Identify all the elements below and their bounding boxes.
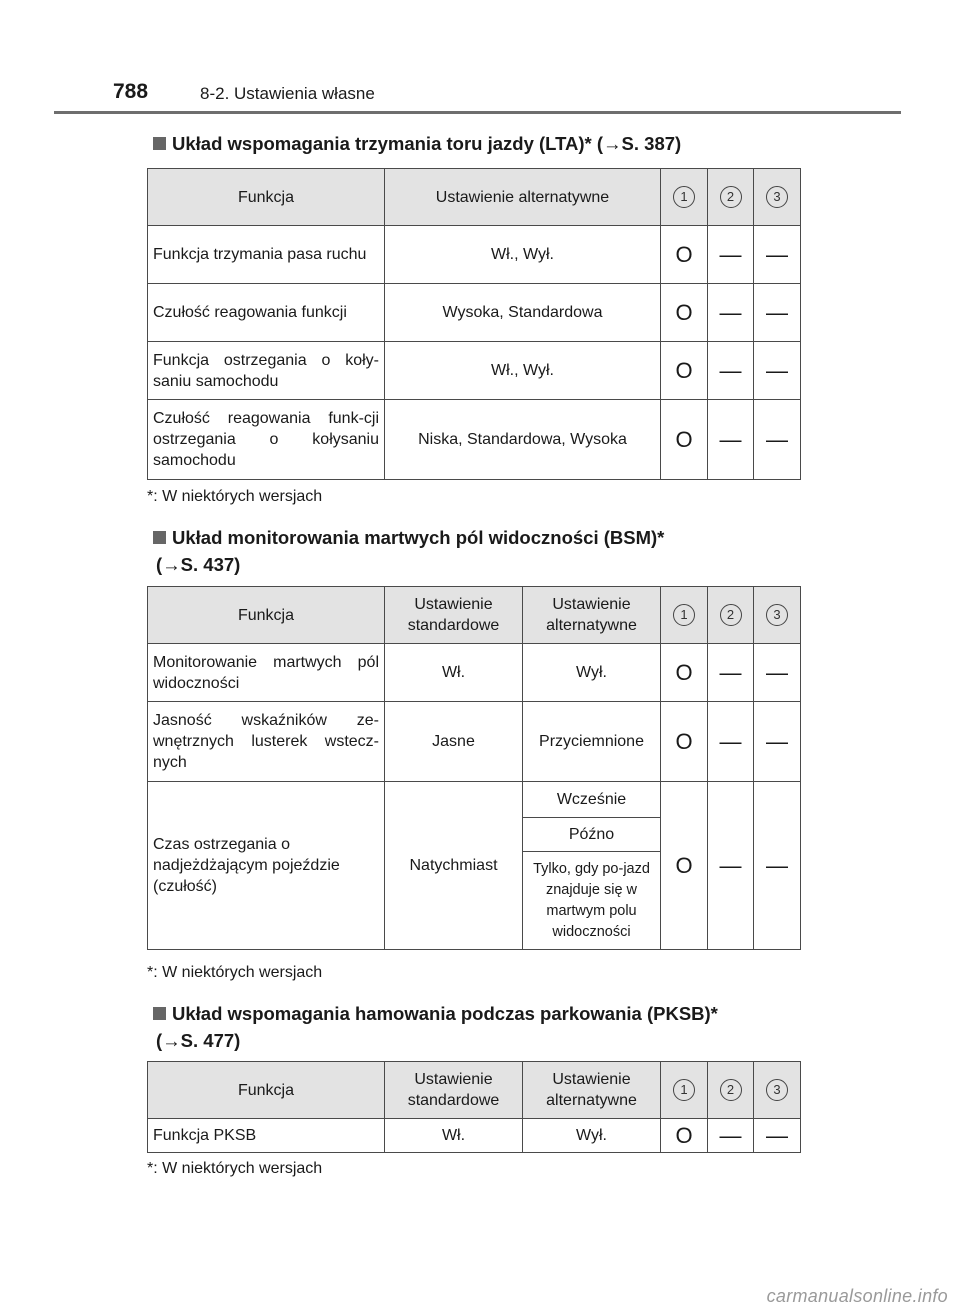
cell-mark-2: —: [708, 782, 754, 950]
cell-alternative: Przyciemnione: [523, 702, 661, 782]
cell-mark-3: —: [754, 226, 801, 284]
arrow-icon: →: [162, 1030, 181, 1051]
cell-alternative: Wcześnie: [523, 782, 661, 818]
header-alternative: Ustawienie alternatywne: [523, 587, 661, 644]
cell-alternative: Wył.: [523, 1119, 661, 1153]
paren-text: (: [156, 1030, 163, 1051]
cell-mark-3: —: [754, 782, 801, 950]
cell-alternative: Wł., Wył.: [385, 226, 661, 284]
table-row: [148, 226, 801, 284]
cell-alternative: Wł., Wył.: [385, 342, 661, 400]
circle-1-icon: 1: [673, 186, 695, 208]
cell-function: Czułość reagowania funk-cji ostrzegania o kołysaniu samochodu: [148, 400, 385, 480]
chapter-title: 8-2. Ustawienia własne: [200, 84, 375, 103]
cell-mark-1: O: [661, 644, 708, 702]
header-standard: Ustawienie standardowe: [385, 1062, 523, 1119]
header-function: Funkcja: [148, 1062, 385, 1119]
cell-function: Funkcja trzymania pasa ruchu: [148, 226, 385, 284]
cell-function: Funkcja ostrzegania o koły-saniu samochodu: [148, 342, 385, 400]
cell-mark-1: O: [661, 400, 708, 480]
cell-standard: Wł.: [385, 1119, 523, 1153]
cell-mark-2: —: [708, 226, 754, 284]
header-customize-2: [708, 1062, 754, 1119]
arrow-icon: →: [162, 554, 181, 575]
lta-settings-table: [147, 168, 801, 480]
page-reference[interactable]: S. 477): [180, 1030, 241, 1051]
cell-standard: Jasne: [385, 702, 523, 782]
cell-function: Czas ostrzegania o nadjeżdżającym pojeździe (czułość): [148, 782, 385, 950]
square-bullet-icon: [153, 137, 166, 150]
circle-3-icon: 3: [766, 186, 788, 208]
header-customize-1: [661, 587, 708, 644]
table-header-row: [148, 587, 801, 644]
footnote: *: W niektórych wersjach: [147, 488, 323, 505]
cell-mark-2: —: [708, 400, 754, 480]
cell-mark-3: —: [754, 1119, 801, 1153]
circle-3-icon: 3: [766, 1079, 788, 1101]
cell-alternative: Wył.: [523, 644, 661, 702]
table-row: [148, 782, 801, 818]
cell-mark-2: —: [708, 644, 754, 702]
cell-mark-1: O: [661, 284, 708, 342]
cell-alternative: Niska, Standardowa, Wysoka: [385, 400, 661, 480]
header-customize-3: [754, 169, 801, 226]
cell-mark-1: O: [661, 226, 708, 284]
circle-1-icon: 1: [673, 604, 695, 626]
section-title-bsm: [153, 524, 813, 578]
header-standard: Ustawienie standardowe: [385, 587, 523, 644]
circle-2-icon: 2: [720, 186, 742, 208]
cell-alternative: Późno: [523, 818, 661, 852]
watermark-text: carmanualsonline.info: [766, 1286, 948, 1306]
cell-mark-3: —: [754, 702, 801, 782]
header-customize-1: [661, 169, 708, 226]
pksb-settings-table: [147, 1061, 801, 1153]
cell-alternative: Tylko, gdy po-jazd znajduje się w martwym polu widoczności: [523, 852, 661, 950]
circle-1-icon: 1: [673, 1079, 695, 1101]
cell-mark-1: O: [661, 702, 708, 782]
cell-standard: Natychmiast: [385, 782, 523, 950]
circle-2-icon: 2: [720, 604, 742, 626]
header-rule: [54, 111, 901, 114]
arrow-icon: →: [603, 133, 622, 154]
header-customize-3: [754, 587, 801, 644]
section-title-text: Układ monitorowania martwych pól widoczności (BSM)*: [172, 527, 665, 548]
table-row: [148, 342, 801, 400]
cell-mark-1: O: [661, 342, 708, 400]
cell-mark-1: O: [661, 1119, 708, 1153]
cell-mark-3: —: [754, 342, 801, 400]
header-customize-2: [708, 587, 754, 644]
cell-mark-2: —: [708, 702, 754, 782]
table-row: [148, 1119, 801, 1153]
cell-function: Czułość reagowania funkcji: [148, 284, 385, 342]
header-function: Funkcja: [148, 169, 385, 226]
cell-mark-1: O: [661, 782, 708, 950]
section-title-text: Układ wspomagania trzymania toru jazdy (LTA)* (: [172, 133, 604, 154]
header-alternative: Ustawienie alternatywne: [523, 1062, 661, 1119]
paren-text: (: [156, 554, 163, 575]
table-row: [148, 400, 801, 480]
table-row: [148, 644, 801, 702]
table-header-row: [148, 1062, 801, 1119]
cell-mark-3: —: [754, 400, 801, 480]
section-title-pksb: [153, 1000, 813, 1054]
circle-2-icon: 2: [720, 1079, 742, 1101]
cell-mark-3: —: [754, 284, 801, 342]
square-bullet-icon: [153, 531, 166, 544]
section-title-lta: [153, 130, 813, 157]
header-alternative: Ustawienie alternatywne: [385, 169, 661, 226]
cell-function: Monitorowanie martwych pól widoczności: [148, 644, 385, 702]
table-header-row: [148, 169, 801, 226]
cell-function: Funkcja PKSB: [148, 1119, 385, 1153]
header-customize-1: [661, 1062, 708, 1119]
footnote: *: W niektórych wersjach: [147, 1160, 323, 1177]
cell-mark-2: —: [708, 1119, 754, 1153]
page-reference[interactable]: S. 387): [621, 133, 682, 154]
page-reference[interactable]: S. 437): [180, 554, 241, 575]
cell-mark-3: —: [754, 644, 801, 702]
section-title-text: Układ wspomagania hamowania podczas parkowania (PKSB)*: [172, 1003, 718, 1024]
footnote: *: W niektórych wersjach: [147, 964, 323, 981]
table-row: [148, 702, 801, 782]
square-bullet-icon: [153, 1007, 166, 1020]
cell-alternative: Wysoka, Standardowa: [385, 284, 661, 342]
page-number: 788: [113, 80, 149, 103]
bsm-settings-table: [147, 586, 801, 950]
circle-3-icon: 3: [766, 604, 788, 626]
header-customize-2: [708, 169, 754, 226]
table-row: [148, 284, 801, 342]
header-customize-3: [754, 1062, 801, 1119]
cell-function: Jasność wskaźników ze-wnętrznych lusterek wstecz-nych: [148, 702, 385, 782]
header-function: Funkcja: [148, 587, 385, 644]
cell-mark-2: —: [708, 342, 754, 400]
cell-standard: Wł.: [385, 644, 523, 702]
cell-mark-2: —: [708, 284, 754, 342]
